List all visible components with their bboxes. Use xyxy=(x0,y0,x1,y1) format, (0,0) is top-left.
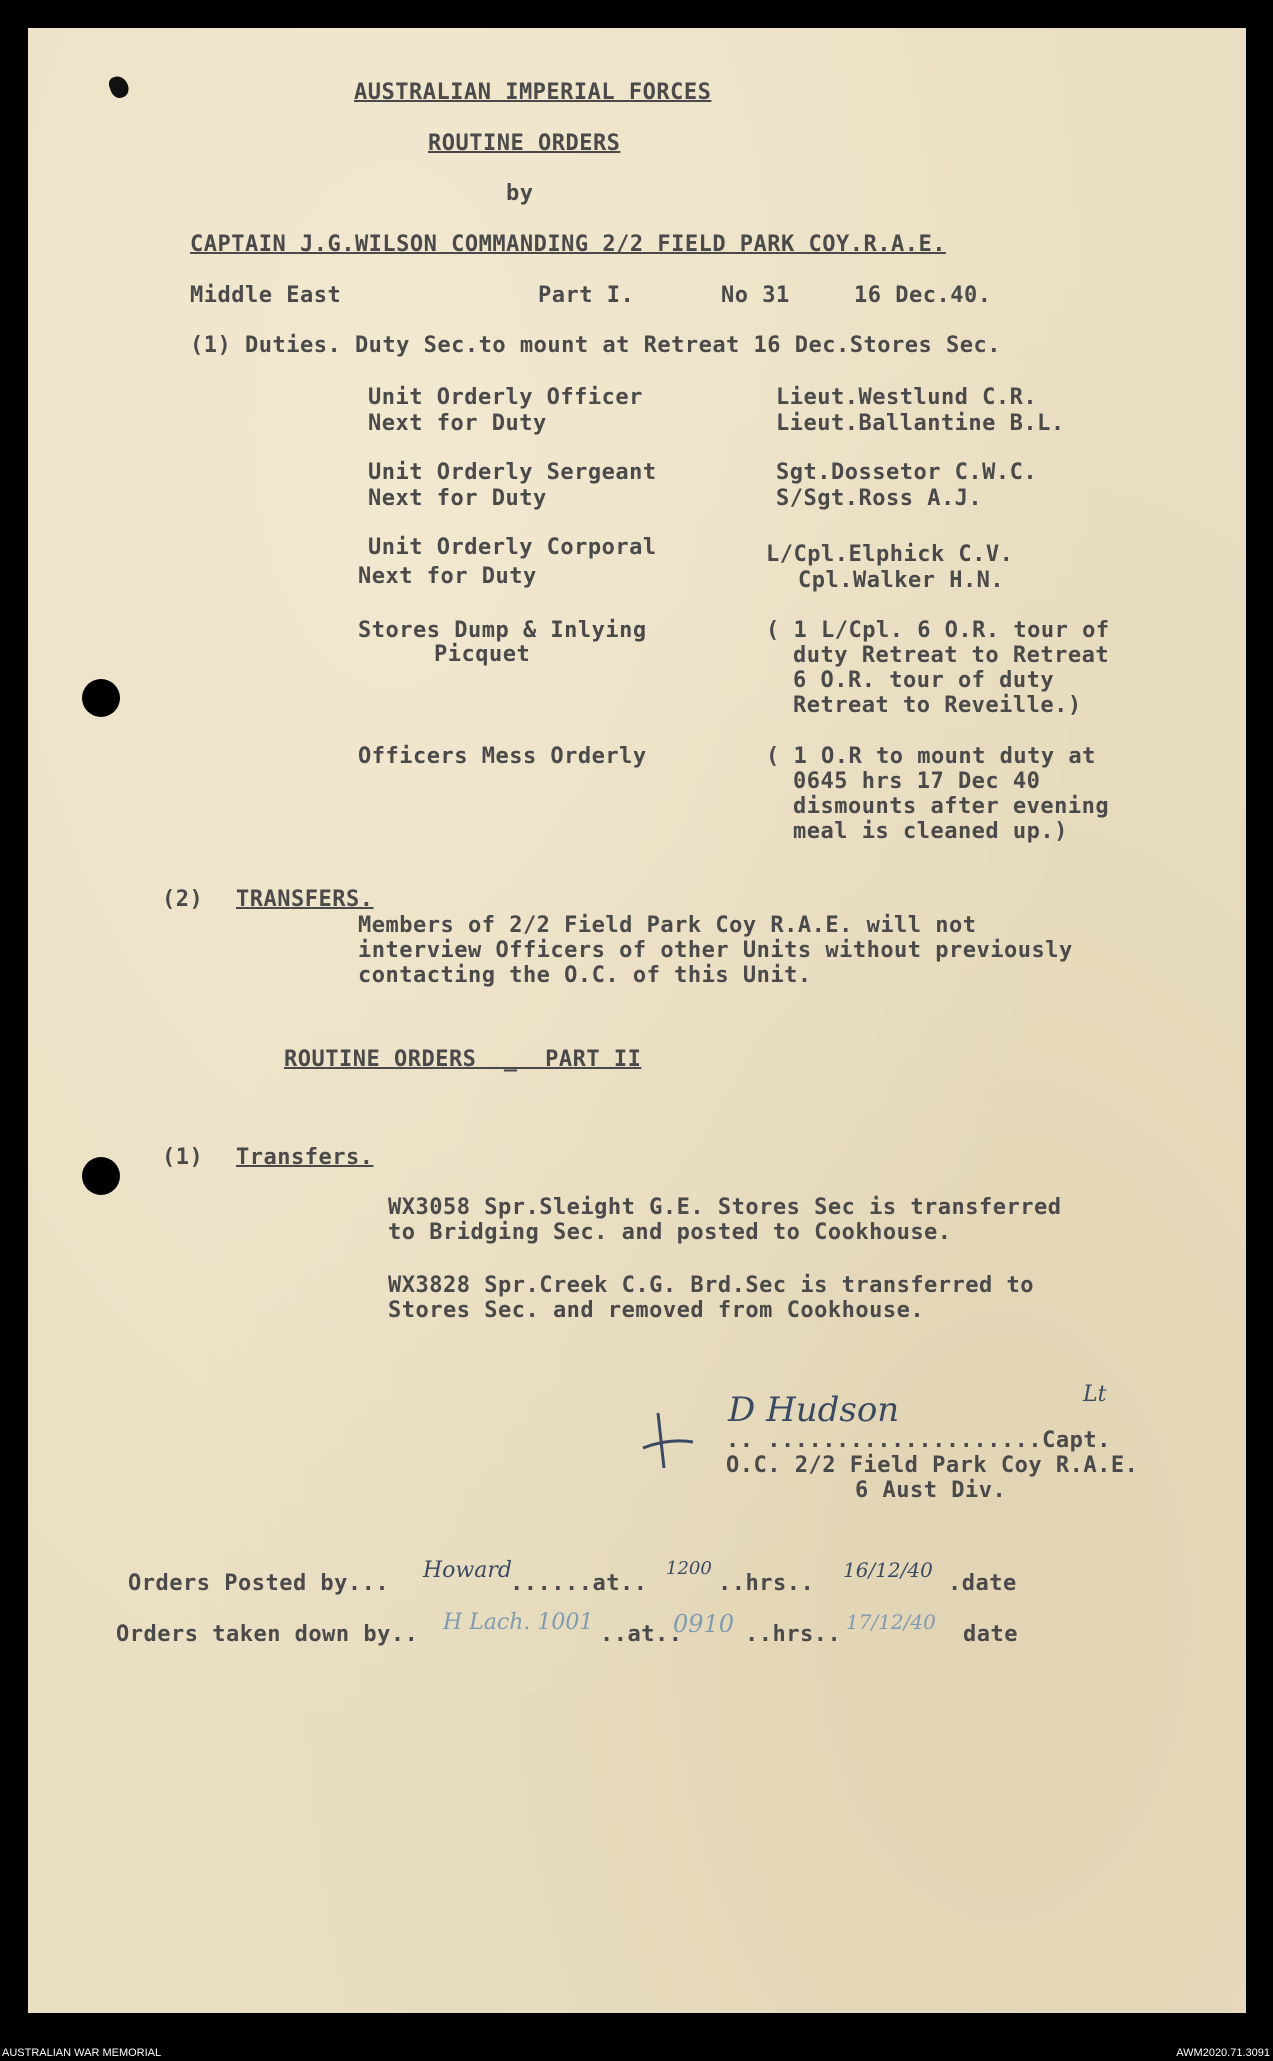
duty-name: S/Sgt.Ross A.J. xyxy=(776,486,983,511)
duty-role: Next for Duty xyxy=(358,564,537,589)
meta-number: No 31 xyxy=(721,283,790,308)
taken-at-label: ..at.. xyxy=(600,1622,683,1647)
duty-role: Unit Orderly Corporal xyxy=(368,535,657,560)
taken-date-label: date xyxy=(963,1622,1018,1647)
document-page xyxy=(28,28,1246,2013)
duty-role: Officers Mess Orderly xyxy=(358,744,647,769)
posted-date: 16/12/40 xyxy=(843,1558,933,1582)
posted-time: 1200 xyxy=(666,1558,712,1579)
posted-hrs-label: ..hrs.. xyxy=(718,1571,815,1596)
meta-date: 16 Dec.40. xyxy=(854,283,992,308)
duty-name: ( 1 L/Cpl. 6 O.R. tour of xyxy=(766,618,1110,643)
duty-name: Lieut.Westlund C.R. xyxy=(776,385,1038,410)
header-routine-orders: ROUTINE ORDERS xyxy=(428,131,621,156)
duty-role: Picquet xyxy=(434,642,531,667)
duty-name: Cpl.Walker H.N. xyxy=(798,568,1005,593)
posted-at-label: ......at.. xyxy=(510,1571,648,1596)
posted-date-label: .date xyxy=(948,1571,1017,1596)
part2-para1: to Bridging Sec. and posted to Cookhouse. xyxy=(388,1220,952,1245)
part2-item-number: (1) xyxy=(162,1145,204,1170)
signature-division: 6 Aust Div. xyxy=(855,1478,1007,1503)
caption-accession: AWM2020.71.3091 xyxy=(1176,2047,1270,2059)
transfers-text: interview Officers of other Units without previously xyxy=(358,938,1073,963)
duty-name: duty Retreat to Retreat xyxy=(793,643,1110,668)
signature-dots-capt: .. ....................Capt. xyxy=(726,1428,1111,1453)
taken-label: Orders taken down by.. xyxy=(116,1622,419,1647)
duty-name: Lieut.Ballantine B.L. xyxy=(776,411,1065,436)
header-commander: CAPTAIN J.G.WILSON COMMANDING 2/2 FIELD PARK COY.R.A.E. xyxy=(190,232,946,257)
duties-intro: (1) Duties. Duty Sec.to mount at Retreat 16 Dec.Stores Sec. xyxy=(190,333,1001,358)
posted-label: Orders Posted by... xyxy=(128,1571,390,1596)
meta-location: Middle East xyxy=(190,283,342,308)
signature-flourish xyxy=(638,1408,698,1478)
header-forces: AUSTRALIAN IMPERIAL FORCES xyxy=(354,80,712,105)
duty-name: meal is cleaned up.) xyxy=(793,819,1068,844)
taken-date: 17/12/40 xyxy=(846,1610,936,1634)
signature-unit: O.C. 2/2 Field Park Coy R.A.E. xyxy=(726,1453,1139,1478)
duty-name: L/Cpl.Elphick C.V. xyxy=(766,542,1014,567)
part2-para1: WX3058 Spr.Sleight G.E. Stores Sec is transferred xyxy=(388,1195,1062,1220)
transfers-number: (2) xyxy=(162,887,204,912)
duty-name: 0645 hrs 17 Dec 40 xyxy=(793,769,1041,794)
duty-name: 6 O.R. tour of duty xyxy=(793,668,1055,693)
duty-role: Next for Duty xyxy=(368,411,547,436)
part2-heading: ROUTINE ORDERS _ PART II xyxy=(284,1047,642,1072)
punch-hole-bottom xyxy=(82,1157,120,1195)
caption-source: AUSTRALIAN WAR MEMORIAL xyxy=(2,2047,162,2059)
handwritten-rank: Lt xyxy=(1083,1382,1107,1407)
part2-item-title: Transfers. xyxy=(236,1145,374,1170)
duty-name: ( 1 O.R to mount duty at xyxy=(766,744,1096,769)
transfers-text: contacting the O.C. of this Unit. xyxy=(358,963,812,988)
duty-role: Unit Orderly Officer xyxy=(368,385,643,410)
ink-blot xyxy=(107,74,131,101)
duty-role: Stores Dump & Inlying xyxy=(358,618,647,643)
duty-name: dismounts after evening xyxy=(793,794,1110,819)
duty-name: Retreat to Reveille.) xyxy=(793,693,1082,718)
duty-role: Unit Orderly Sergeant xyxy=(368,460,657,485)
taken-hrs-label: ..hrs.. xyxy=(745,1622,842,1647)
taken-time: 0910 xyxy=(673,1610,735,1638)
transfers-title: TRANSFERS. xyxy=(236,887,374,912)
part2-para2: WX3828 Spr.Creek C.G. Brd.Sec is transferred to xyxy=(388,1273,1035,1298)
punch-hole-top xyxy=(82,679,120,717)
posted-by-signature: Howard xyxy=(423,1558,512,1583)
duty-role: Next for Duty xyxy=(368,486,547,511)
meta-part: Part I. xyxy=(538,283,635,308)
taken-by-signature: H Lach. 1001 xyxy=(443,1610,594,1635)
part2-para2: Stores Sec. and removed from Cookhouse. xyxy=(388,1298,925,1323)
duty-name: Sgt.Dossetor C.W.C. xyxy=(776,460,1038,485)
handwritten-signature: D Hudson xyxy=(728,1390,900,1430)
transfers-text: Members of 2/2 Field Park Coy R.A.E. will not xyxy=(358,913,977,938)
header-by: by xyxy=(506,181,534,206)
